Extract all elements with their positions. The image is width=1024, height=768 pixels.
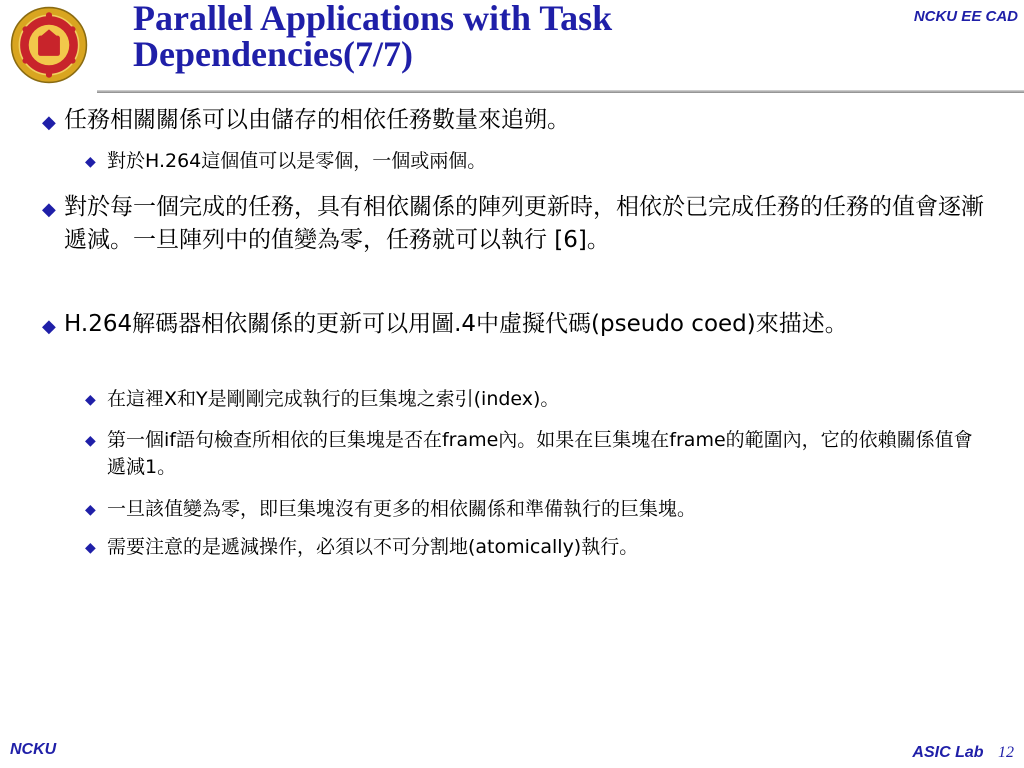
bullet-item bbox=[42, 308, 994, 341]
sub-bullet-text: 在這裡X和Y是剛剛完成執行的巨集塊之索引(index)。 bbox=[107, 388, 560, 410]
footer-org: NCKU bbox=[10, 741, 57, 758]
sub-bullet-text: 一旦該值變為零，即巨集塊沒有更多的相依關係和準備執行的巨集塊。 bbox=[107, 498, 697, 520]
bullet-text: 任務相關關係可以由儲存的相依任務數量來追朔。 bbox=[64, 107, 570, 133]
bullet-text: 對於每一個完成的任務，具有相依關係的陣列更新時，相依於已完成任務的任務的值會逐漸遞減。一旦陣列中的值變為零，任務就可以執行 [6]。 bbox=[64, 194, 984, 253]
bullet-item bbox=[42, 191, 994, 257]
diamond-bullet-icon: ◆ bbox=[85, 502, 96, 518]
sub-bullet-text: 需要注意的是遞減操作，必須以不可分割地(atomically)執行。 bbox=[107, 536, 639, 558]
slide-title bbox=[133, 0, 833, 72]
diamond-bullet-icon: ◆ bbox=[85, 154, 96, 170]
footer-right bbox=[912, 744, 1014, 762]
slide-title-line-1: Parallel Applications with Task bbox=[133, 0, 613, 38]
sub-bullet-text: 第一個if語句檢查所相依的巨集塊是否在frame內。如果在巨集塊在frame的範圍內，它的依賴關係值會遞減1。 bbox=[107, 429, 973, 478]
diamond-bullet-icon: ◆ bbox=[85, 433, 96, 449]
sub-bullet-item bbox=[85, 534, 987, 561]
sub-bullet-item bbox=[85, 427, 987, 481]
org-label: NCKU EE CAD bbox=[913, 8, 1018, 25]
sub-bullet-item bbox=[85, 148, 987, 175]
diamond-bullet-icon: ◆ bbox=[42, 112, 56, 133]
page-number: 12 bbox=[998, 744, 1014, 761]
diamond-bullet-icon: ◆ bbox=[85, 392, 96, 408]
bullet-text: H.264解碼器相依關係的更新可以用圖.4中虛擬代碼(pseudo coed)來描述。 bbox=[64, 311, 848, 337]
diamond-bullet-icon: ◆ bbox=[42, 199, 56, 220]
slide-title-line-2: Dependencies(7/7) bbox=[133, 34, 413, 74]
sub-bullet-item bbox=[85, 496, 987, 523]
diamond-bullet-icon: ◆ bbox=[85, 540, 96, 556]
ncku-seal-logo bbox=[10, 6, 88, 84]
footer-lab: ASIC Lab bbox=[912, 744, 984, 761]
sub-bullet-text: 對於H.264這個值可以是零個，一個或兩個。 bbox=[107, 150, 487, 172]
diamond-bullet-icon: ◆ bbox=[42, 316, 56, 337]
bullet-item bbox=[42, 104, 994, 137]
sub-bullet-item bbox=[85, 386, 987, 413]
title-divider bbox=[97, 90, 1024, 93]
